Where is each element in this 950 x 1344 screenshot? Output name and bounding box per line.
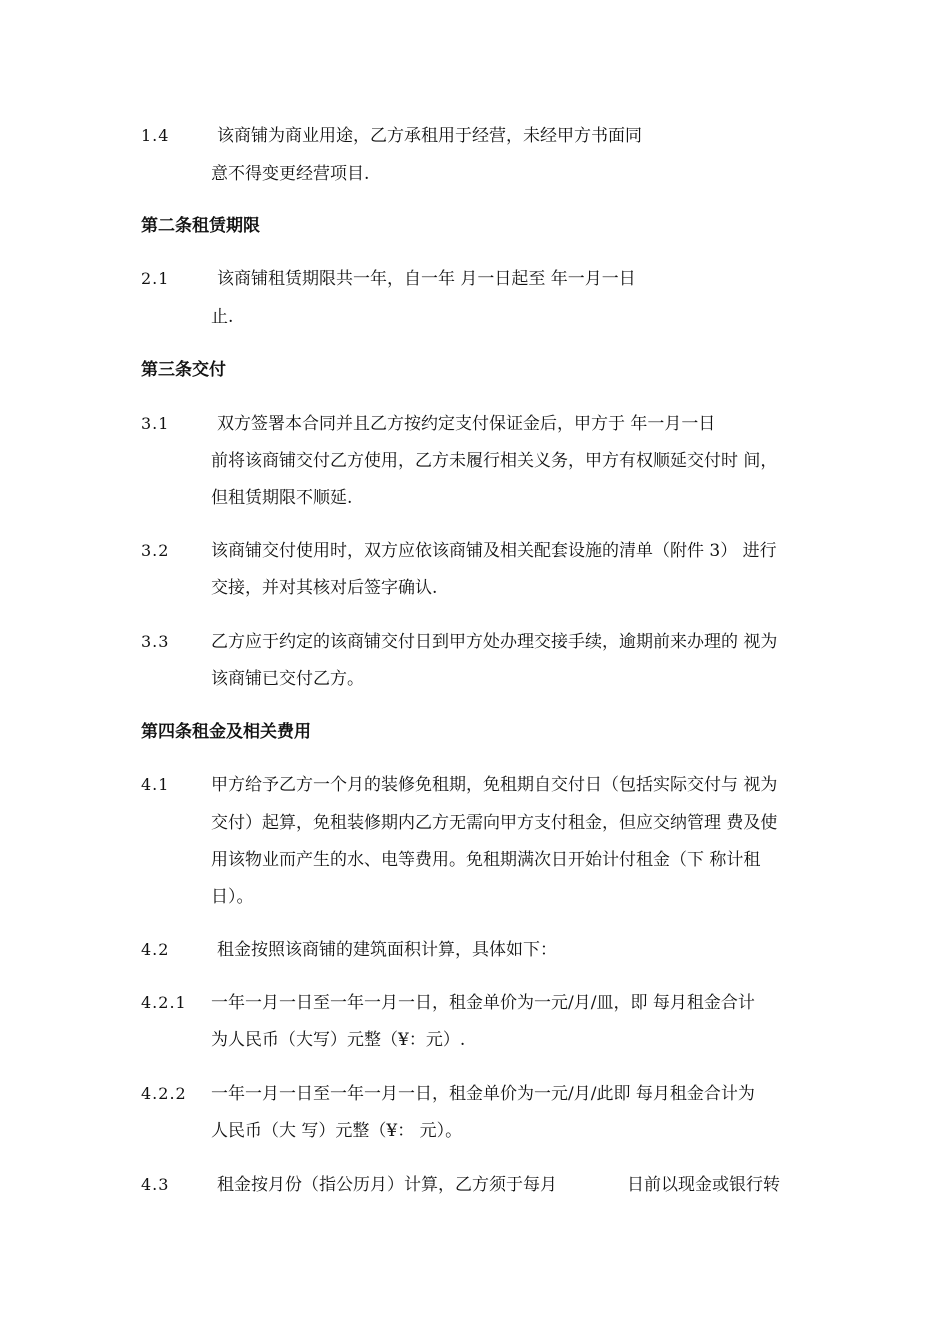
clause-text: 双方签署本合同并且乙方按约定支付保证金后，甲方于 年一月一日 <box>217 414 716 434</box>
clause-text: 租金按照该商铺的建筑面积计算，具体如下： <box>217 940 557 960</box>
clause-number: 4.1 <box>141 775 170 794</box>
section-heading-2: 第二条租赁期限 <box>141 216 260 236</box>
clause-text: 该商铺为商业用途，乙方承租用于经营，未经甲方书面同 <box>217 126 642 146</box>
clause-number: 3.2 <box>141 541 170 560</box>
clause-text: 交接，并对其核对后签字确认. <box>211 578 438 598</box>
clause-number: 2.1 <box>141 269 170 288</box>
clause-number: 4.3 <box>141 1175 170 1194</box>
clause-text: 日）。 <box>211 887 254 907</box>
clause-text: 前将该商铺交付乙方使用，乙方未履行相关义务，甲方有权顺延交付时 间， <box>211 451 778 471</box>
clause-text: 人民币（大 写）元整（¥： 元）。 <box>211 1121 463 1141</box>
clause-text: 该商铺已交付乙方。 <box>211 669 364 689</box>
clause-number: 1.4 <box>141 126 170 145</box>
clause-text: 意不得变更经营项目. <box>211 164 370 184</box>
clause-text: 乙方应于约定的该商铺交付日到甲方处办理交接手续，逾期前来办理的 视为 <box>211 632 778 652</box>
clause-number: 4.2.1 <box>141 993 187 1012</box>
clause-text: 用该物业而产生的水、电等费用。免租期满次日开始计付租金（下 称计租 <box>211 850 761 870</box>
clause-number: 3.3 <box>141 632 170 651</box>
clause-number: 3.1 <box>141 414 170 433</box>
section-heading-4: 第四条租金及相关费用 <box>141 722 311 742</box>
clause-text: 一年一月一日至一年一月一日，租金单价为一元/月/此即 每月租金合计为 <box>211 1084 755 1104</box>
clause-text: 该商铺交付使用时，双方应依该商铺及相关配套设施的清单（附件 3） 进行 <box>211 541 777 561</box>
clause-text: 甲方给予乙方一个月的装修免租期，免租期自交付日（包括实际交付与 视为 <box>211 775 778 795</box>
clause-text: 止. <box>211 307 234 327</box>
clause-text: 为人民币（大写）元整（¥：元）. <box>211 1030 466 1050</box>
clause-text: 交付）起算，免租装修期内乙方无需向甲方支付租金，但应交纳管理 费及使 <box>211 813 778 833</box>
clause-text: 该商铺租赁期限共一年，自一年 月一日起至 年一月一日 <box>217 269 636 289</box>
clause-number: 4.2.2 <box>141 1084 187 1103</box>
clause-text: 租金按月份（指公历月）计算，乙方须于每月 <box>217 1175 557 1195</box>
section-heading-3: 第三条交付 <box>141 360 226 380</box>
clause-text: 日前以现金或银行转 <box>627 1175 780 1195</box>
clause-number: 4.2 <box>141 940 170 959</box>
clause-text: 但租赁期限不顺延. <box>211 488 353 508</box>
clause-text: 一年一月一日至一年一月一日，租金单价为一元/月/皿，即 每月租金合计 <box>211 993 755 1013</box>
